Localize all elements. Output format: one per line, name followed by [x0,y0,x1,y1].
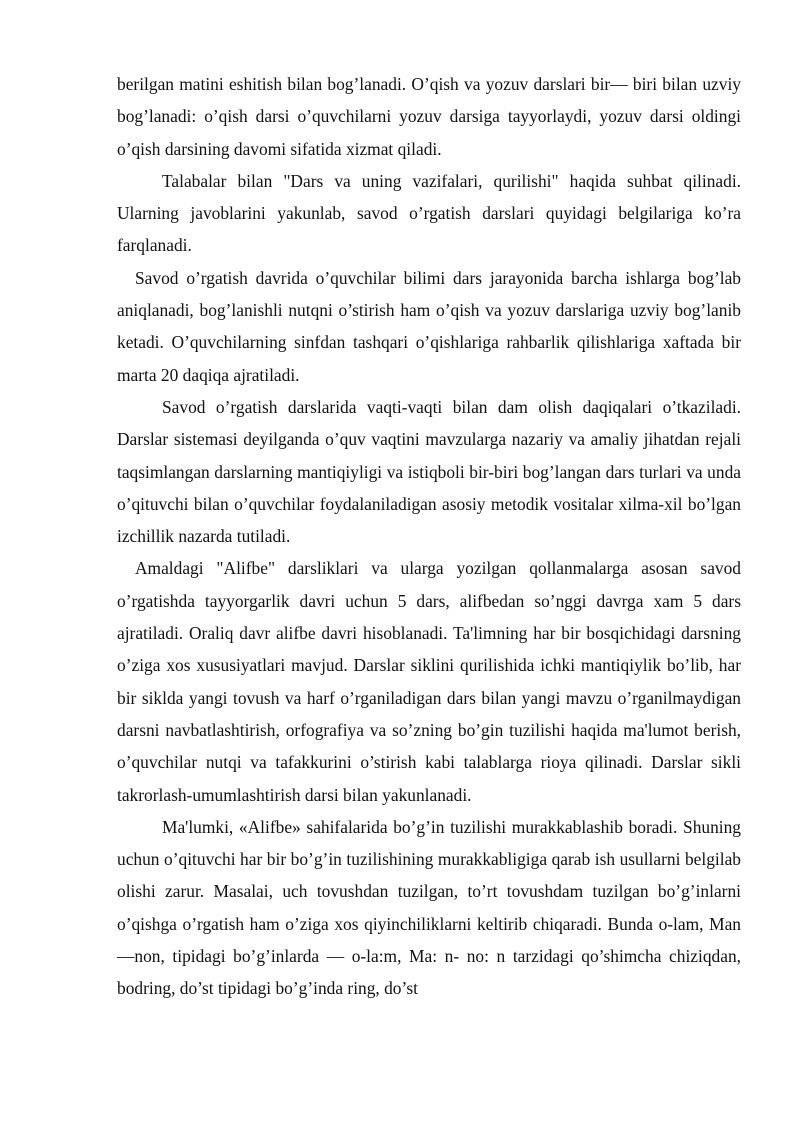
document-page [117,68,741,1005]
paragraph-5: Amaldagi "Alifbe" darsliklari va ularga yozilgan qollanmalarga asosan savod o’rgatishda tayyorgarlik davri uchun 5 dars, alifbedan so’nggi davrga xam 5 dars ajratiladi. Oraliq davr alifbe davri hisoblanadi. Ta'limning har bir bosqichidagi darsning o’ziga xos xususiyatlari mavjud. Darslar siklini qurilishida ichki mantiqiylik bo’lib, har bir siklda yangi tovush va harf o’rganiladigan dars bilan yangi mavzu o’rganilmaydigan darsni navbatlashtirish, orfografiya va so’zning bo’gin tuzilishi haqida ma'lumot berish, o’quvchilar nutqi va tafakkurini o’stirish kabi talablarga rioya qilinadi. Darslar sikli takrorlash-umumlashtirish darsi bilan yakunlanadi. [117,558,741,805]
paragraph-1: berilgan matini eshitish bilan bog’lanadi. O’qish va yozuv darslari bir— biri bilan uzviy bog’lanadi: o’qish darsi o’quvchilarni yozuv darsiga tayyorlaydi, yozuv darsi oldingi o’qish darsining davomi sifatida xizmat qiladi. [117,74,741,159]
paragraph-4: Savod o’rgatish darslarida vaqti-vaqti bilan dam olish daqiqalari o’tkaziladi. Darslar sistemasi deyilganda o’quv vaqtini mavzularga nazariy va amaliy jihatdan rejali taqsimlangan darslarning mantiqiyligi va istiqboli bir-biri bog’langan dars turlari va unda o’qituvchi bilan o’quvchilar foydalaniladigan asosiy metodik vositalar xilma-xil bo’lgan izchillik nazarda tutiladi. [117,396,741,547]
paragraph-6: Ma'lumki, «Alifbe» sahifalarida bo’g’in tuzilishi murakkablashib boradi. Shuning uchun o’qituvchi har bir bo’g’in tuzilishining murakkabligiga qarab ish usullarni belgilab olishi zarur. Masalai, uch tovushdan tuzilgan, to’rt tovushdam tuzilgan bo’g’inlarni o’qishga o’rgatish ham o’ziga xos qiyinchiliklarni keltirib chiqaradi. Bunda o-lam, Man—non, tipidagi bo’g’inlarda — o-la:m, Ma: n- no: n tarzidagi qo’shimcha chiziqdan, bodring, do’st tipidagi bo’g’inda ring, do’st [117,816,741,999]
paragraph-2: Talabalar bilan "Dars va uning vazifalari, qurilishi" haqida suhbat qilinadi. Ularning javoblarini yakunlab, savod o’rgatish darslari quyidagi belgilariga ko’ra farqlanadi. [117,170,741,256]
paragraph-3: Savod o’rgatish davrida o’quvchilar bilimi dars jarayonida barcha ishlarga bog’lab aniqlanadi, bog’lanishli nutqni o’stirish ham o’qish va yozuv darslariga uzviy bog’lanib ketadi. O’quvchilarning sinfdan tashqari o’qishlariga rahbarlik qilishlariga xaftada bir marta 20 daqiqa ajratiladi. [117,267,741,385]
